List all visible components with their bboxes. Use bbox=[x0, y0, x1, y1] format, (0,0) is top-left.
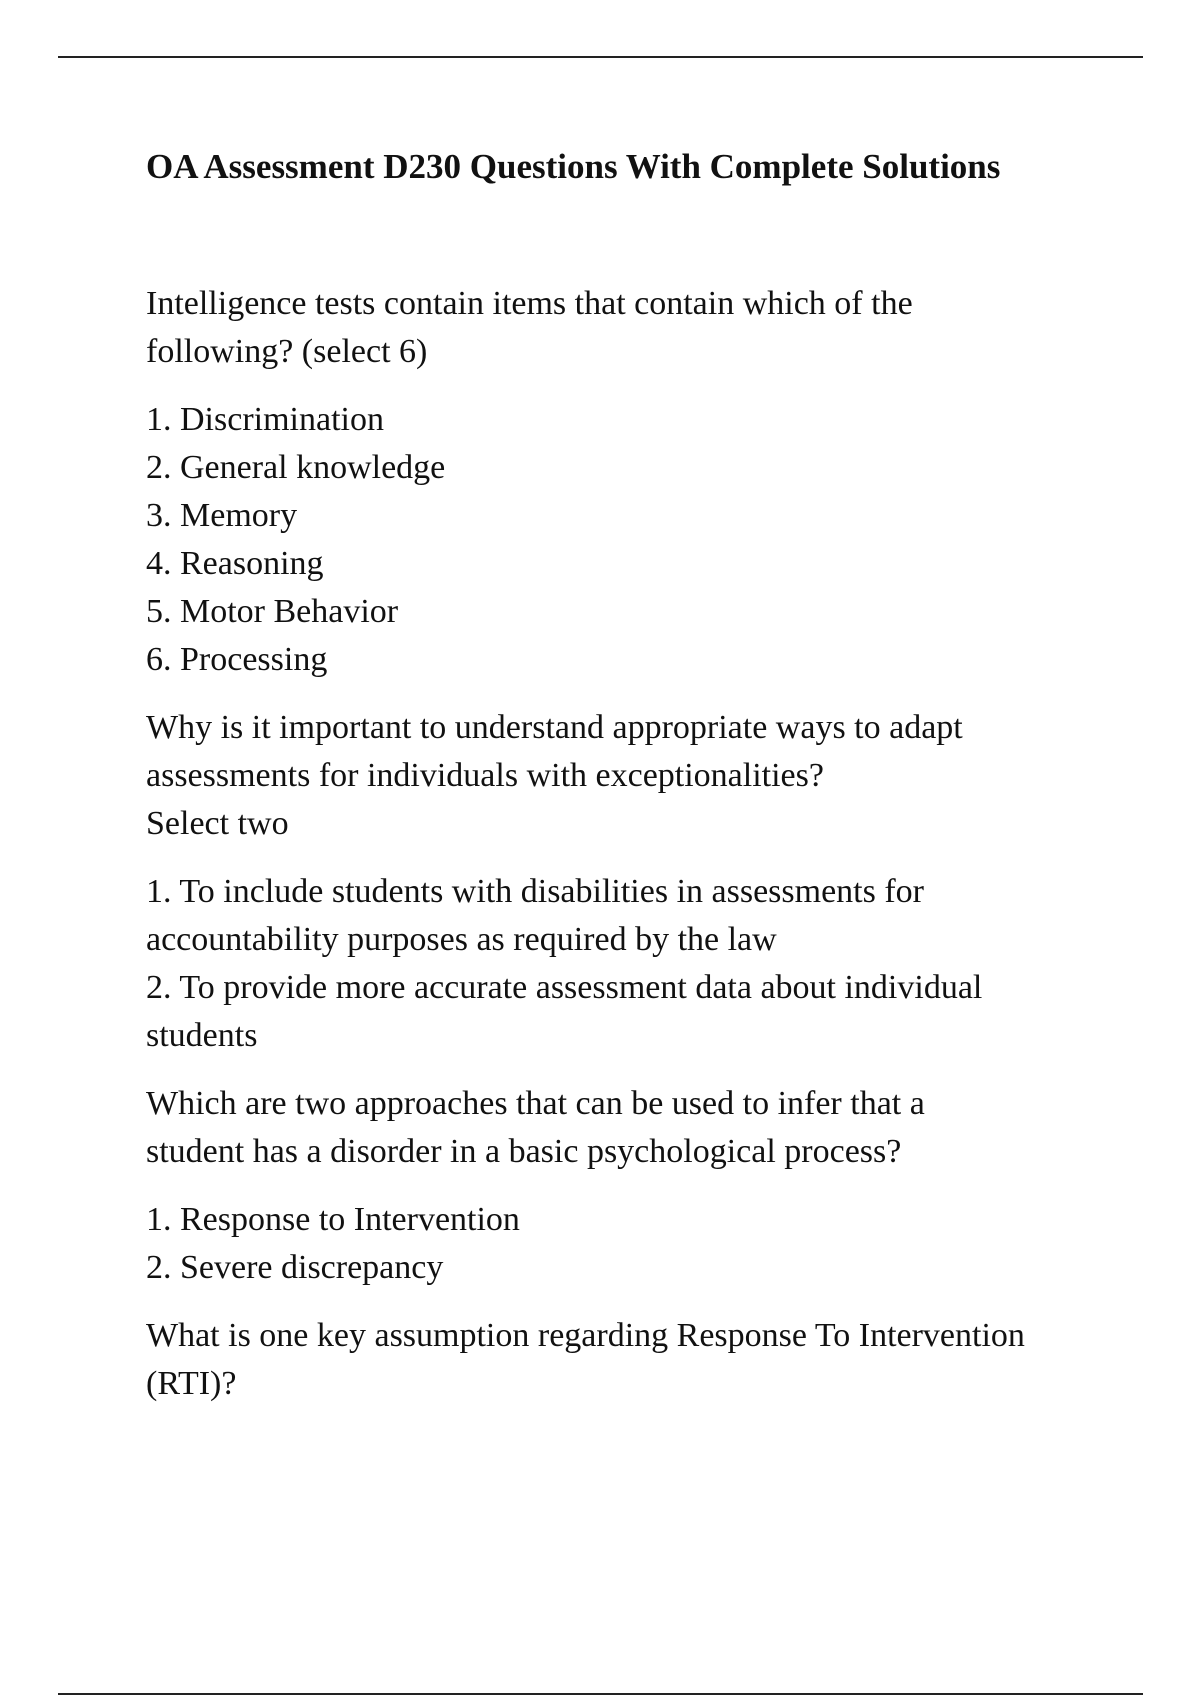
question-line: Select two bbox=[146, 805, 289, 842]
question-line: assessments for individuals with exceptionalities? bbox=[146, 757, 824, 794]
answer-item: 1. Response to Intervention bbox=[146, 1201, 520, 1238]
answer-list bbox=[146, 1196, 1126, 1292]
question-text bbox=[146, 704, 1126, 848]
question-block-2 bbox=[146, 704, 1126, 1060]
question-text bbox=[146, 1080, 1126, 1176]
question-line: Which are two approaches that can be used to infer that a bbox=[146, 1085, 925, 1122]
answer-item: 1. To include students with disabilities in assessments for bbox=[146, 873, 924, 910]
question-block-1 bbox=[146, 280, 1126, 684]
answer-item: students bbox=[146, 1017, 258, 1054]
question-text bbox=[146, 280, 1126, 376]
footer-rule bbox=[58, 1693, 1143, 1695]
answer-list bbox=[146, 396, 1126, 684]
question-block-3 bbox=[146, 1080, 1126, 1292]
answer-item: 6. Processing bbox=[146, 641, 328, 678]
document-body bbox=[146, 280, 1126, 1408]
question-line: Intelligence tests contain items that contain which of the bbox=[146, 285, 913, 322]
answer-item: 2. To provide more accurate assessment data about individual bbox=[146, 969, 983, 1006]
answer-item: 4. Reasoning bbox=[146, 545, 324, 582]
answer-item: accountability purposes as required by the law bbox=[146, 921, 777, 958]
answer-item: 1. Discrimination bbox=[146, 401, 384, 438]
question-block-4 bbox=[146, 1312, 1126, 1408]
question-text bbox=[146, 1312, 1126, 1408]
answer-item: 2. Severe discrepancy bbox=[146, 1249, 444, 1286]
document-title: OA Assessment D230 Questions With Complete Solutions bbox=[146, 147, 1001, 186]
question-line: (RTI)? bbox=[146, 1365, 237, 1402]
question-line: Why is it important to understand appropriate ways to adapt bbox=[146, 709, 963, 746]
answer-list bbox=[146, 868, 1126, 1060]
question-line: What is one key assumption regarding Response To Intervention bbox=[146, 1317, 1025, 1354]
question-line: following? (select 6) bbox=[146, 333, 428, 370]
question-line: student has a disorder in a basic psychological process? bbox=[146, 1133, 902, 1170]
header-rule bbox=[58, 56, 1143, 58]
answer-item: 2. General knowledge bbox=[146, 449, 446, 486]
answer-item: 3. Memory bbox=[146, 497, 298, 534]
answer-item: 5. Motor Behavior bbox=[146, 593, 399, 630]
